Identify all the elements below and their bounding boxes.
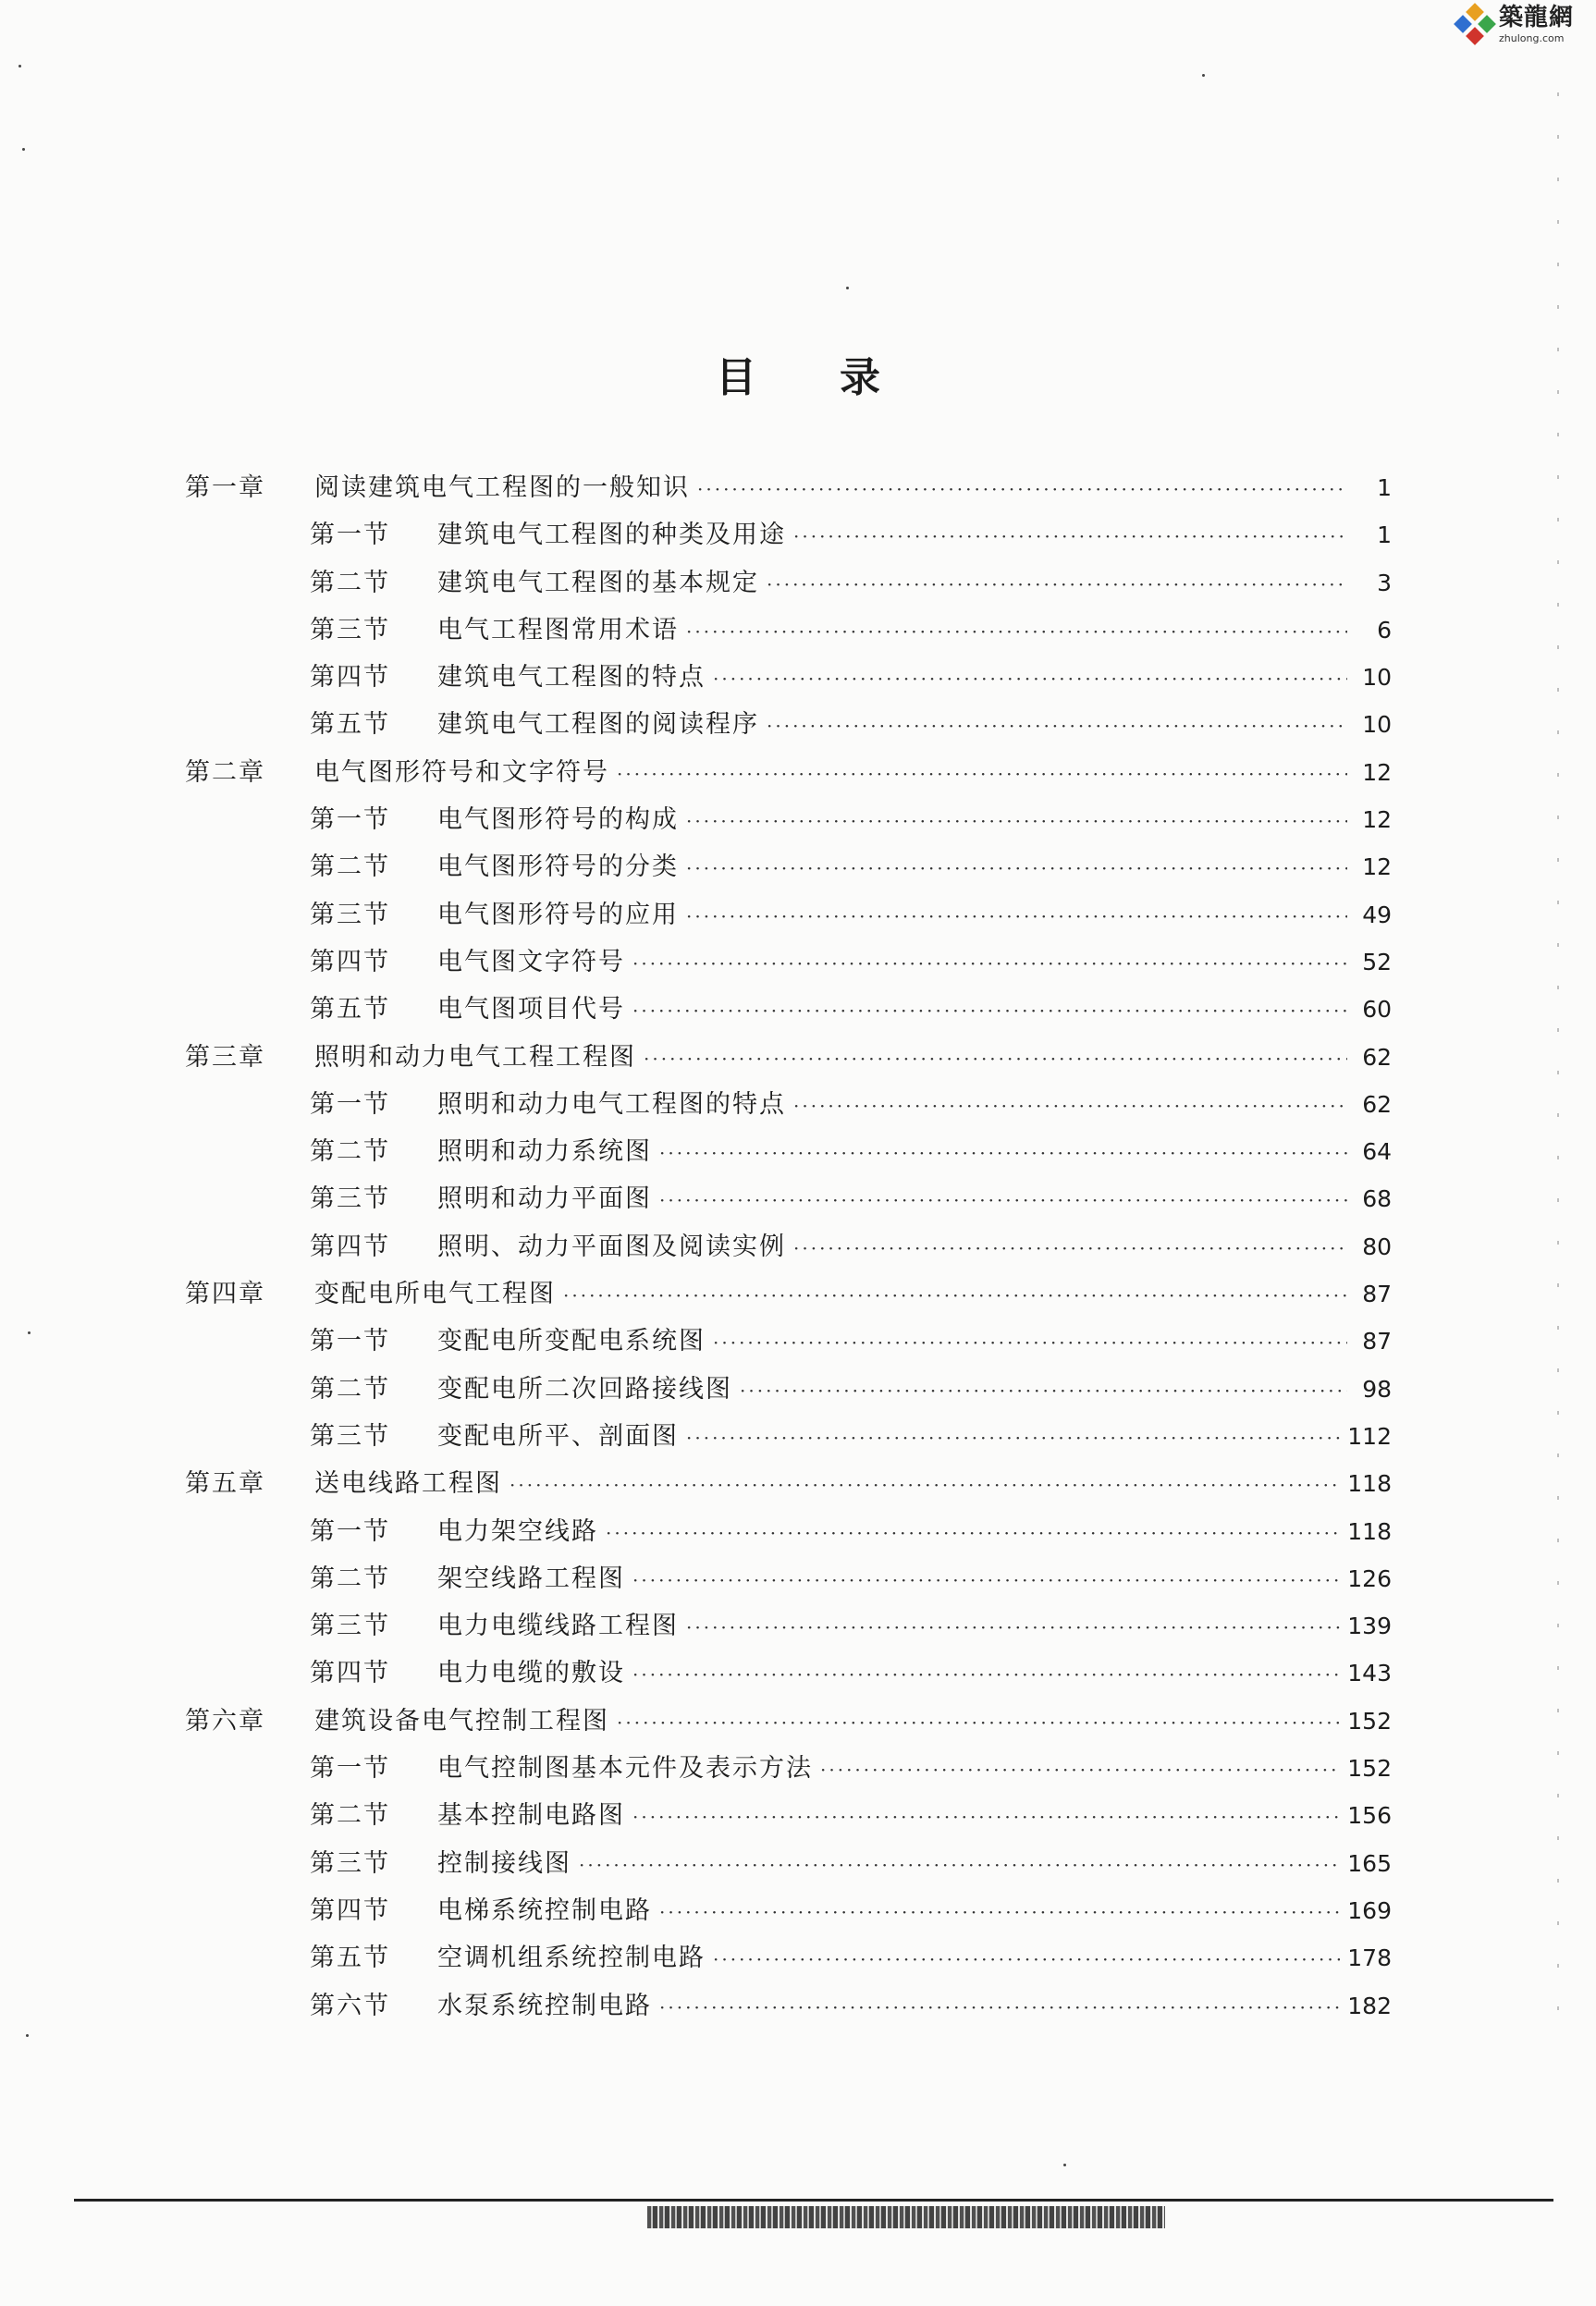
toc-entry-label: 第五章 — [185, 1469, 265, 1499]
toc-page-number: 49 — [1362, 901, 1392, 928]
toc-page-number: 152 — [1347, 1707, 1392, 1735]
toc-entry-label: 第六章 — [185, 1706, 265, 1736]
toc-section-row — [185, 988, 1392, 1036]
toc-entry-title: 变配电所电气工程图 — [314, 1280, 556, 1309]
toc-entry-label: 第二章 — [185, 757, 265, 787]
toc-entry-label: 第六节 — [310, 1991, 390, 2020]
toc-entry-label: 第三节 — [310, 1184, 390, 1214]
toc-section-row — [185, 799, 1392, 846]
toc-leader-dots — [820, 1759, 1340, 1781]
toc-leader-dots — [686, 620, 1347, 643]
toc-page-number: 118 — [1347, 1470, 1392, 1498]
toc-entry-label: 第四节 — [310, 947, 390, 976]
toc-page-number: 87 — [1362, 1328, 1392, 1355]
toc-entry-label: 第四节 — [310, 1895, 390, 1925]
toc-entry-label: 第四节 — [310, 1659, 390, 1688]
toc-entry-label: 第一节 — [310, 1516, 390, 1546]
toc-leader-dots — [740, 1380, 1347, 1402]
toc-section-row — [185, 1605, 1392, 1652]
zhulong-diamond-icon — [1456, 6, 1493, 43]
toc-leader-dots — [659, 1142, 1347, 1164]
toc-entry-label: 第二节 — [310, 568, 390, 597]
toc-entry-label: 第一节 — [310, 521, 390, 550]
toc-page-number: 10 — [1362, 664, 1392, 692]
toc-leader-dots — [697, 478, 1347, 500]
toc-entry-label: 第一节 — [310, 1089, 390, 1119]
toc-page-number: 6 — [1377, 616, 1392, 644]
toc-entry-label: 第三章 — [185, 1042, 265, 1072]
toc-section-row — [185, 656, 1392, 704]
toc-entry-label: 第三节 — [310, 615, 390, 644]
toc-leader-dots — [713, 1948, 1340, 1970]
toc-chapter-row — [185, 1700, 1392, 1748]
toc-entry-title: 电气图形符号的应用 — [437, 900, 679, 929]
toc-leader-dots — [644, 1048, 1347, 1070]
page-title: 目录 — [716, 354, 964, 401]
toc-leader-dots — [793, 1237, 1347, 1259]
toc-entry-title: 电气图形符号的分类 — [437, 852, 679, 882]
toc-entry-label: 第一节 — [310, 1327, 390, 1356]
toc-section-row — [185, 609, 1392, 656]
toc-section-row — [185, 1131, 1392, 1178]
toc-section-row — [185, 514, 1392, 561]
toc-entry-title: 阅读建筑电气工程图的一般知识 — [314, 473, 690, 502]
toc-leader-dots — [632, 1663, 1340, 1686]
toc-leader-dots — [606, 1522, 1340, 1544]
toc-section-row — [185, 1795, 1392, 1842]
toc-leader-dots — [686, 1616, 1340, 1638]
toc-leader-dots — [509, 1474, 1340, 1496]
toc-entry-label: 第三节 — [310, 1848, 390, 1878]
toc-section-row — [185, 1558, 1392, 1605]
toc-page-number: 178 — [1347, 1944, 1392, 1972]
toc-leader-dots — [579, 1854, 1340, 1876]
toc-entry-title: 电气图文字符号 — [437, 947, 625, 976]
toc-leader-dots — [632, 1569, 1340, 1591]
toc-entry-title: 建筑设备电气控制工程图 — [314, 1706, 609, 1736]
table-of-contents — [185, 467, 1392, 2032]
toc-entry-title: 电力电缆线路工程图 — [437, 1612, 679, 1641]
toc-leader-dots — [713, 668, 1347, 690]
toc-leader-dots — [793, 525, 1347, 547]
toc-page-number: 12 — [1362, 806, 1392, 834]
toc-entry-label: 第三节 — [310, 1612, 390, 1641]
toc-leader-dots — [686, 905, 1347, 927]
toc-leader-dots — [686, 857, 1347, 879]
toc-entry-label: 第二节 — [310, 1564, 390, 1593]
toc-entry-title: 控制接线图 — [437, 1848, 571, 1878]
toc-entry-title: 建筑电气工程图的种类及用途 — [437, 521, 786, 550]
toc-entry-title: 电梯系统控制电路 — [437, 1895, 652, 1925]
toc-page-number: 1 — [1377, 521, 1392, 549]
toc-entry-title: 变配电所变配电系统图 — [437, 1327, 706, 1356]
toc-section-row — [185, 1320, 1392, 1368]
toc-page-number: 10 — [1362, 711, 1392, 739]
toc-page-number: 152 — [1347, 1755, 1392, 1783]
toc-entry-title: 照明、动力平面图及阅读实例 — [437, 1232, 786, 1261]
toc-page-number: 165 — [1347, 1849, 1392, 1877]
toc-chapter-row — [185, 752, 1392, 799]
toc-page-number: 112 — [1347, 1422, 1392, 1450]
toc-entry-title: 电气图形符号和文字符号 — [314, 757, 609, 787]
toc-section-row — [185, 1652, 1392, 1699]
toc-entry-title: 变配电所二次回路接线图 — [437, 1374, 732, 1404]
toc-page-number: 118 — [1347, 1517, 1392, 1545]
toc-leader-dots — [686, 810, 1347, 832]
toc-page-number: 12 — [1362, 853, 1392, 881]
toc-section-row — [185, 1084, 1392, 1131]
toc-chapter-row — [185, 1273, 1392, 1320]
footer-rule — [74, 2199, 1553, 2202]
toc-leader-dots — [713, 1331, 1347, 1354]
toc-entry-label: 第一节 — [310, 1754, 390, 1784]
toc-page-number: 62 — [1362, 1043, 1392, 1071]
footer-scan-noise — [647, 2206, 1165, 2228]
toc-entry-label: 第三节 — [310, 1421, 390, 1451]
toc-leader-dots — [563, 1284, 1347, 1306]
toc-leader-dots — [632, 952, 1347, 975]
toc-leader-dots — [632, 1806, 1340, 1828]
toc-page-number: 68 — [1362, 1185, 1392, 1213]
toc-entry-label: 第四章 — [185, 1280, 265, 1309]
toc-entry-label: 第二节 — [310, 1801, 390, 1831]
toc-page-number: 60 — [1362, 996, 1392, 1024]
toc-leader-dots — [632, 1000, 1347, 1022]
toc-entry-label: 第二节 — [310, 1137, 390, 1167]
toc-page-number: 139 — [1347, 1613, 1392, 1640]
toc-entry-title: 基本控制电路图 — [437, 1801, 625, 1831]
toc-section-row — [185, 1748, 1392, 1795]
toc-entry-title: 架空线路工程图 — [437, 1564, 625, 1593]
toc-section-row — [185, 1368, 1392, 1416]
toc-leader-dots — [617, 763, 1347, 785]
toc-entry-label: 第五节 — [310, 1944, 390, 1973]
logo-site: zhulong.com — [1498, 32, 1565, 44]
toc-section-row — [185, 1178, 1392, 1225]
toc-page-number: 64 — [1362, 1138, 1392, 1166]
toc-entry-label: 第五节 — [310, 995, 390, 1024]
toc-entry-title: 电力电缆的敷设 — [437, 1659, 625, 1688]
toc-leader-dots — [793, 1095, 1347, 1117]
toc-page-number: 62 — [1362, 1090, 1392, 1118]
toc-section-row — [185, 562, 1392, 609]
toc-page-number: 1 — [1377, 474, 1392, 501]
toc-entry-title: 照明和动力系统图 — [437, 1137, 652, 1167]
toc-entry-title: 建筑电气工程图的基本规定 — [437, 568, 759, 597]
toc-entry-label: 第二节 — [310, 852, 390, 882]
toc-leader-dots — [767, 715, 1347, 737]
toc-section-row — [185, 1937, 1392, 1984]
toc-entry-label: 第五节 — [310, 710, 390, 740]
toc-leader-dots — [686, 1427, 1340, 1449]
toc-section-row — [185, 1511, 1392, 1558]
toc-page-number: 143 — [1347, 1660, 1392, 1687]
toc-leader-dots — [659, 1996, 1340, 2018]
toc-page-number: 80 — [1362, 1233, 1392, 1260]
toc-entry-label: 第三节 — [310, 900, 390, 929]
toc-section-row — [185, 846, 1392, 893]
toc-section-row — [185, 941, 1392, 988]
toc-entry-label: 第四节 — [310, 663, 390, 693]
toc-entry-label: 第一节 — [310, 805, 390, 835]
toc-entry-label: 第二节 — [310, 1374, 390, 1404]
toc-page-number: 98 — [1362, 1375, 1392, 1403]
toc-section-row — [185, 1890, 1392, 1937]
toc-chapter-row — [185, 1036, 1392, 1084]
toc-entry-title: 电力架空线路 — [437, 1516, 598, 1546]
toc-section-row — [185, 1416, 1392, 1463]
toc-page-number: 182 — [1347, 1992, 1392, 2019]
toc-entry-title: 电气控制图基本元件及表示方法 — [437, 1754, 813, 1784]
toc-leader-dots — [617, 1711, 1340, 1734]
toc-entry-title: 建筑电气工程图的阅读程序 — [437, 710, 759, 740]
toc-entry-title: 送电线路工程图 — [314, 1469, 502, 1499]
toc-section-row — [185, 1226, 1392, 1273]
toc-entry-title: 电气图项目代号 — [437, 995, 625, 1024]
toc-leader-dots — [659, 1901, 1340, 1923]
toc-page-number: 126 — [1347, 1564, 1392, 1592]
toc-entry-title: 照明和动力电气工程工程图 — [314, 1042, 636, 1072]
toc-page-number: 87 — [1362, 1281, 1392, 1308]
toc-leader-dots — [659, 1189, 1347, 1211]
toc-entry-title: 电气工程图常用术语 — [437, 615, 679, 644]
toc-entry-title: 变配电所平、剖面图 — [437, 1421, 679, 1451]
site-logo — [1456, 6, 1574, 43]
toc-entry-title: 建筑电气工程图的特点 — [437, 663, 706, 693]
toc-entry-label: 第四节 — [310, 1232, 390, 1261]
toc-entry-title: 电气图形符号的构成 — [437, 805, 679, 835]
toc-page-number: 3 — [1377, 569, 1392, 596]
toc-page-number: 169 — [1347, 1896, 1392, 1924]
toc-entry-title: 水泵系统控制电路 — [437, 1991, 652, 2020]
toc-entry-label: 第一章 — [185, 473, 265, 502]
toc-leader-dots — [767, 573, 1347, 595]
toc-chapter-row — [185, 467, 1392, 514]
toc-section-row — [185, 704, 1392, 751]
toc-section-row — [185, 1985, 1392, 2032]
toc-page-number: 12 — [1362, 758, 1392, 786]
toc-chapter-row — [185, 1463, 1392, 1510]
toc-entry-title: 照明和动力平面图 — [437, 1184, 652, 1214]
toc-entry-title: 照明和动力电气工程图的特点 — [437, 1089, 786, 1119]
toc-page-number: 52 — [1362, 948, 1392, 975]
logo-name: 築龍網 — [1498, 4, 1574, 31]
toc-entry-title: 空调机组系统控制电路 — [437, 1944, 706, 1973]
toc-page-number: 156 — [1347, 1802, 1392, 1830]
toc-section-row — [185, 1843, 1392, 1890]
toc-section-row — [185, 894, 1392, 941]
